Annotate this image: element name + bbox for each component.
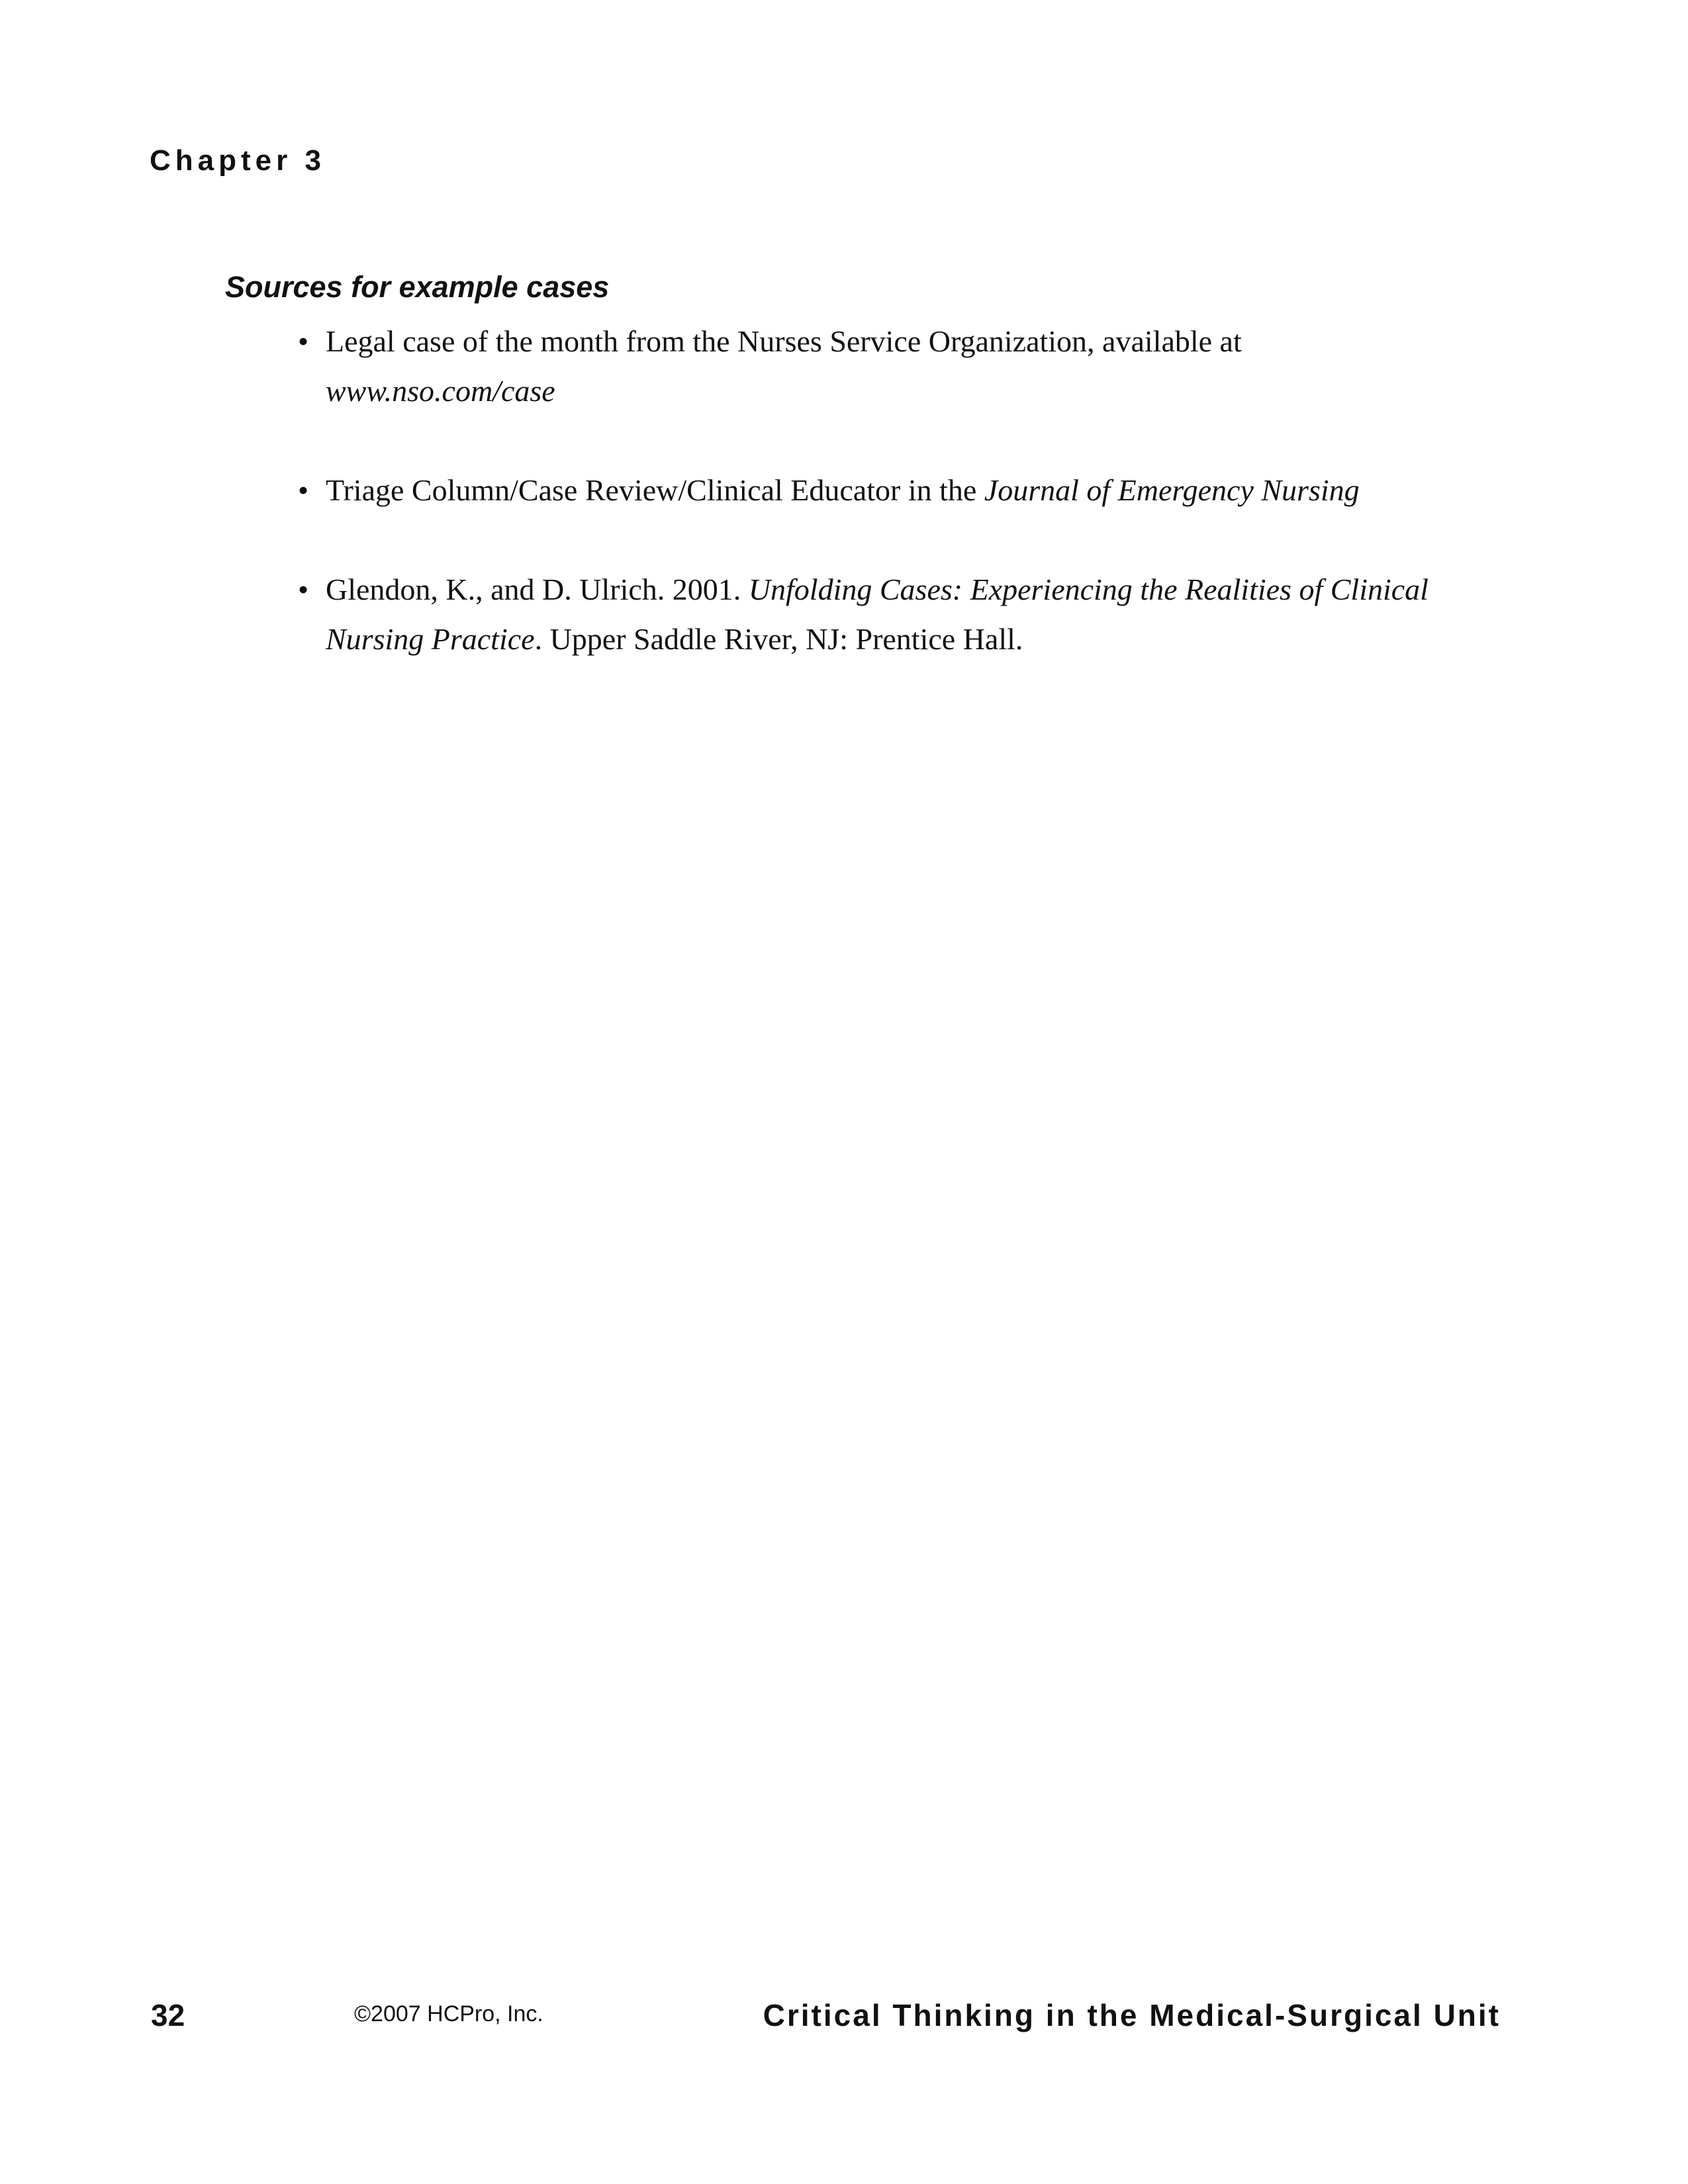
copyright-notice: ©2007 HCPro, Inc.: [354, 2001, 543, 2026]
journal-title: Journal of Emergency Nursing: [984, 473, 1360, 507]
source-link[interactable]: www.nso.com/case: [326, 374, 555, 408]
list-item: [298, 565, 1503, 664]
source-list: [298, 316, 1503, 713]
source-text: Legal case of the month from the Nurses Service Organization, available at: [326, 324, 1242, 358]
page-number: 32: [151, 1998, 185, 2032]
book-title: Unfolding Cases: Experiencing the Realities of Clinical Nursing Practice: [326, 572, 1429, 656]
chapter-header: Chapter 3: [150, 144, 326, 177]
list-item: [298, 465, 1503, 515]
bullet-icon: •: [298, 324, 309, 358]
source-text: Triage Column/Case Review/Clinical Educator in the: [326, 473, 984, 507]
section-heading: Sources for example cases: [225, 270, 610, 304]
footer-book-title: Critical Thinking in the Medical-Surgical Unit: [763, 1998, 1501, 2032]
bullet-icon: •: [298, 473, 309, 507]
publisher-text: . Upper Saddle River, NJ: Prentice Hall.: [534, 622, 1023, 656]
bullet-icon: •: [298, 572, 309, 606]
list-item: [298, 316, 1503, 416]
source-text: Glendon, K., and D. Ulrich. 2001.: [326, 572, 749, 606]
